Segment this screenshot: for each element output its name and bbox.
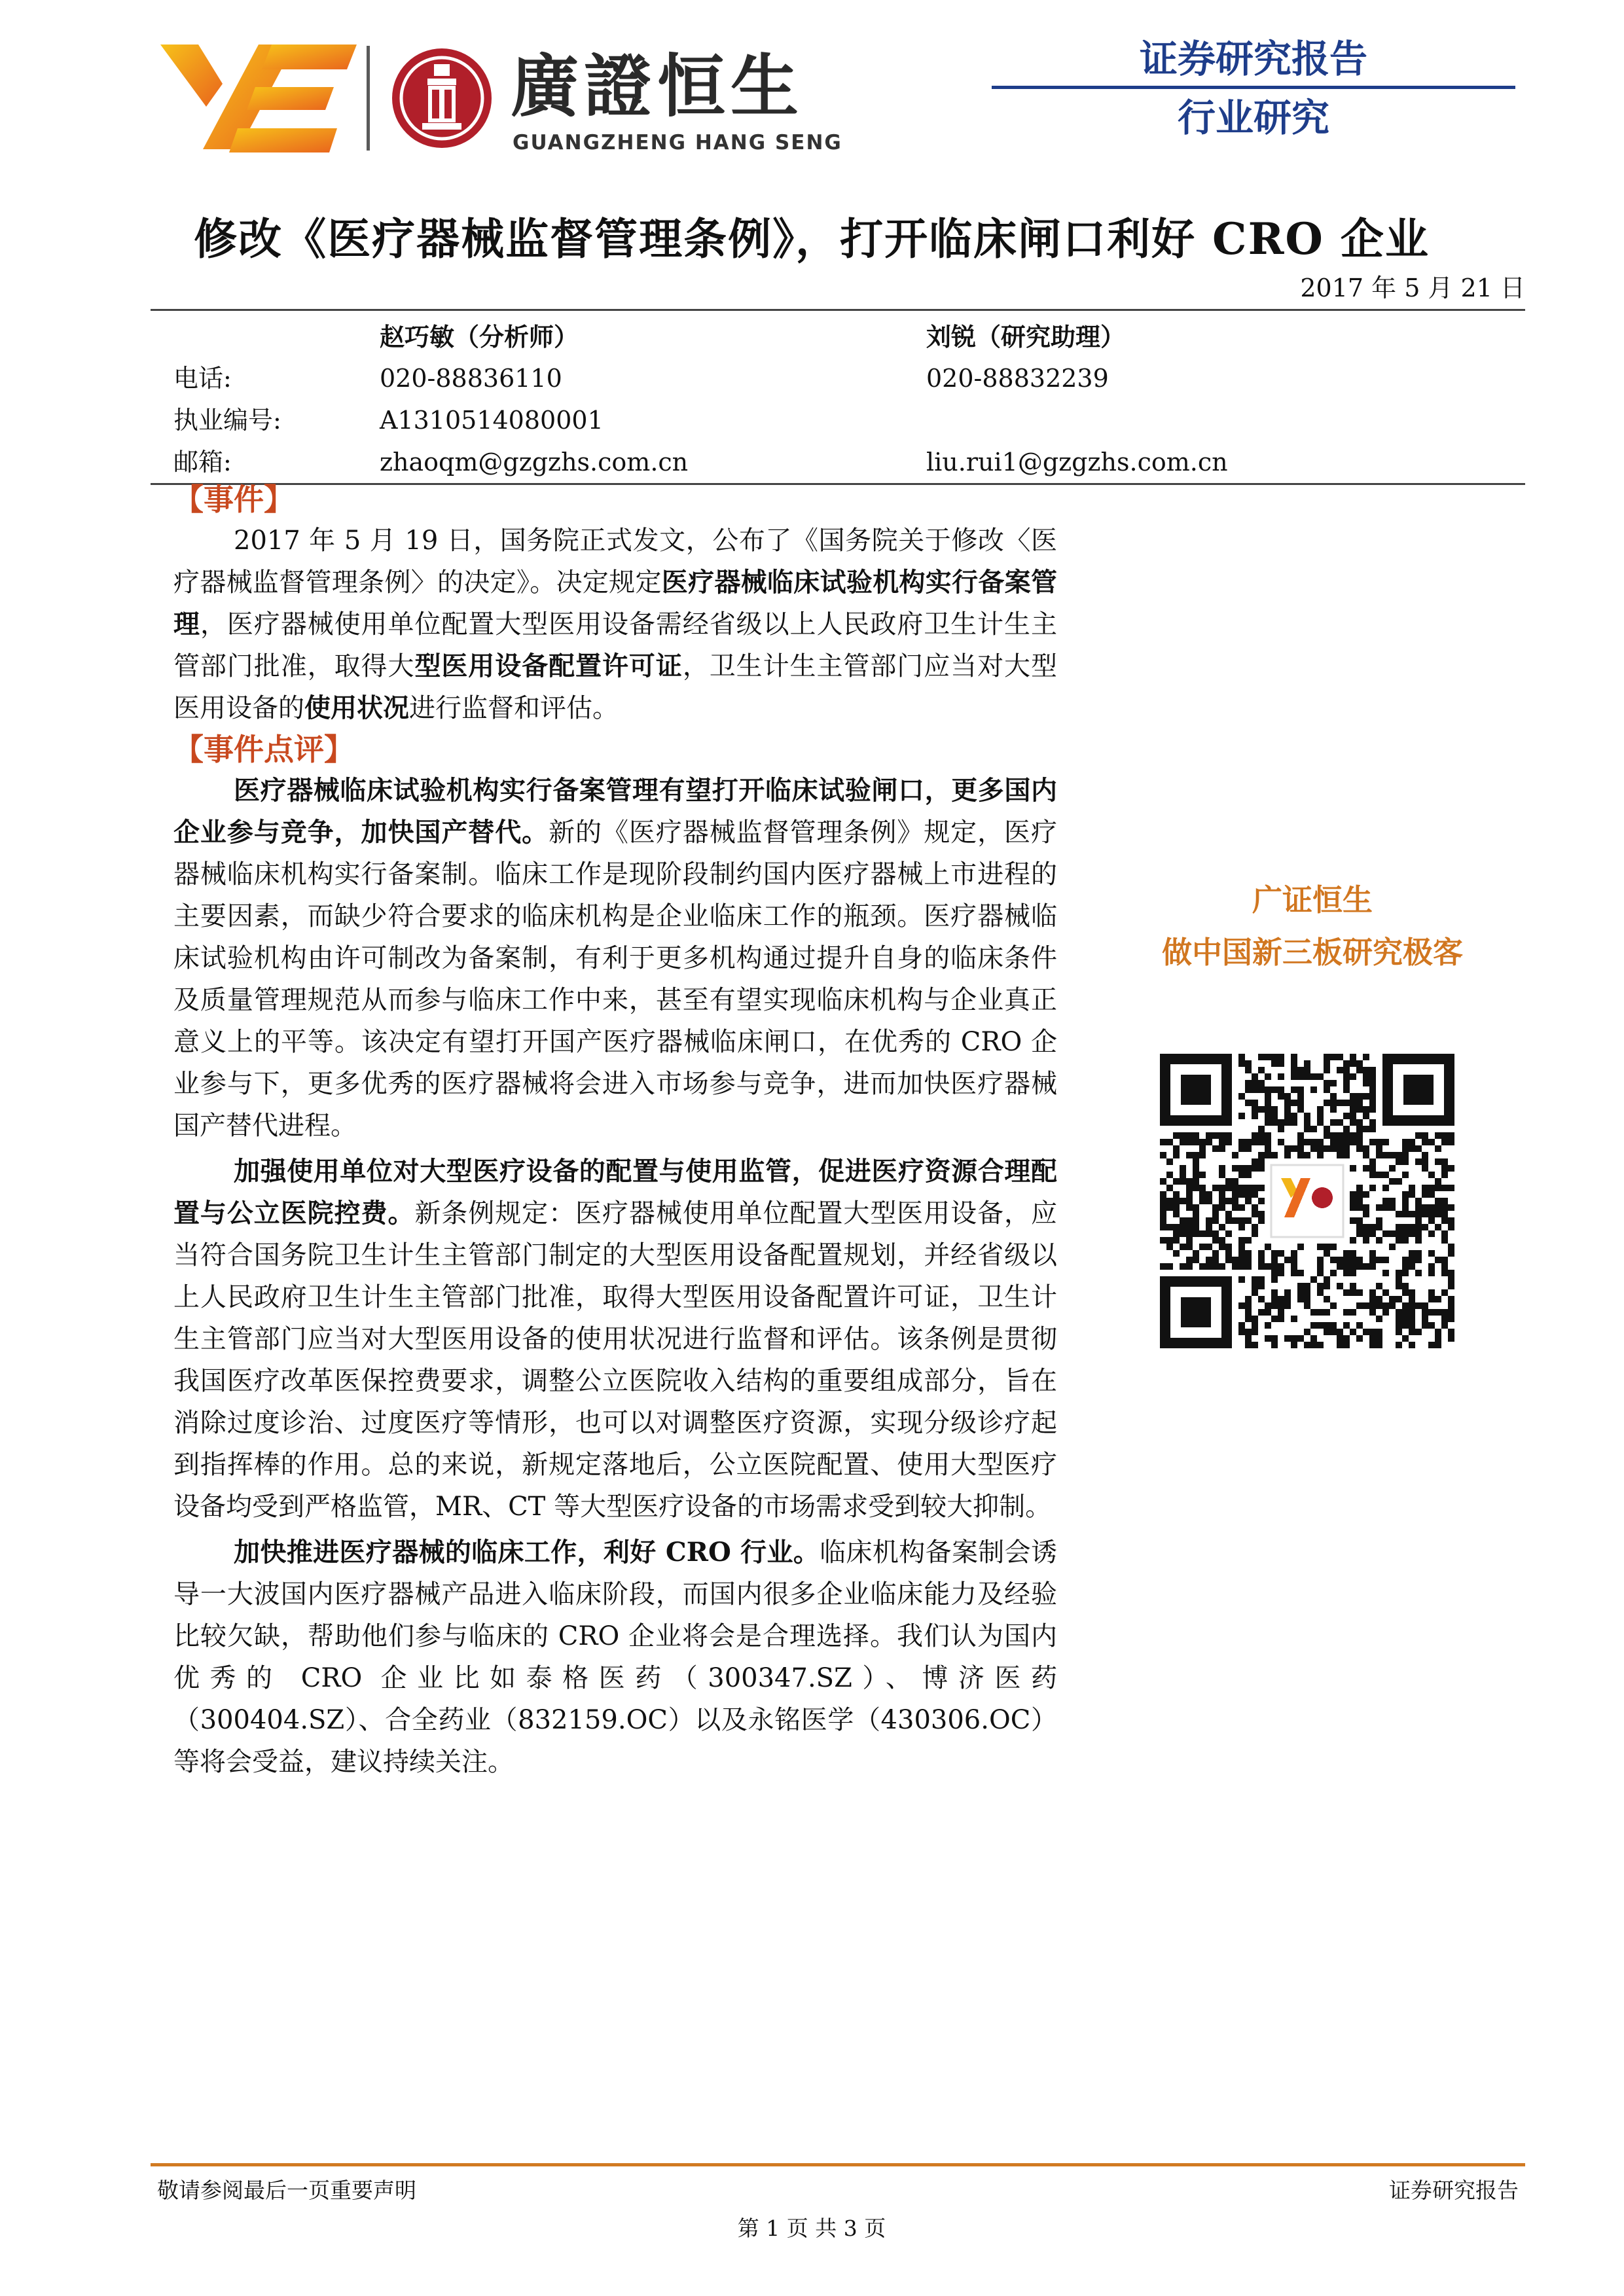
footer-rule <box>151 2163 1525 2166</box>
report-type: 证券研究报告 <box>1139 37 1367 81</box>
comment-paragraph-2: 加强使用单位对大型医疗设备的配置与使用监管，促进医疗资源合理配置与公立医院控费。新条例规定：医疗器械使用单位配置大型医用设备，应当符合国务院卫生计生主管部门制定的大型医用设备配置规划，并经省级以上人民政府卫生计生主管部门批准，取得大型医用设备配置许可证，卫生计生主管部门应当对大型医用设备的使用状况进行监督和评估。该条例是贯彻我国医疗改革医保控费要求，调整公立医院收入结构的重要组成部分，旨在消除过度诊治、过度医疗等情形，也可以对调整医疗资源，实现分级诊疗起到指挥棒的作用。总的来说，新规定落地后，公立医院配置、使用大型医疗设备均受到严格监管，MR、CT 等大型医疗设备的市场需求受到较大抑制。 <box>173 1156 1057 1522</box>
event-heading: 【事件】 <box>173 482 294 517</box>
title-divider <box>151 309 1525 311</box>
side-slogan-brand: 广证恒生 <box>1252 882 1373 918</box>
footer-report-type: 证券研究报告 <box>1389 2178 1519 2203</box>
analyst-2-email[interactable]: liu.rui1@gzgzhs.com.cn <box>926 448 1228 476</box>
side-slogan: 做中国新三板研究极客 <box>1162 935 1463 970</box>
qr-code-icon[interactable] <box>1153 1047 1461 1355</box>
comment-heading: 【事件点评】 <box>173 732 354 767</box>
analyst-1-email[interactable]: zhaoqm@gzgzhs.com.cn <box>380 448 689 476</box>
comment-paragraph-3: 加快推进医疗器械的临床工作，利好 CRO 行业。临床机构备案制会诱导一大波国内医疗器械产品进入临床阶段，而国内很多企业临床能力及经验比较欠缺，帮助他们参与临床的 CRO 企业将会是合理选择。我们认为国内优秀的 CRO 企业比如泰格医药（300347.SZ）、博济医药（300404.SZ）、合全药业（832159.OC）以及永铭医学（430306.OC）等将会受益，建议持续关注。 <box>173 1537 1058 1777</box>
event-paragraph: 2017 年 5 月 19 日，国务院正式发文，公布了《国务院关于修改〈医疗器械监督管理条例〉的决定》。决定规定医疗器械临床试验机构实行备案管理，医疗器械使用单位配置大型医用设备需经省级以上人民政府卫生计生主管部门批准，取得大型医用设备配置许可证，卫生计生主管部门应当对大型医用设备的使用状况进行监督和评估。 <box>173 526 1058 723</box>
footer-disclaimer-link[interactable]: 敬请参阅最后一页重要声明 <box>157 2178 416 2203</box>
main-column <box>173 479 1057 1783</box>
logo-separator <box>367 46 370 151</box>
logo-english-name: GUANGZHENG HANG SENG <box>513 131 842 154</box>
analyst-1-name: 赵巧敏（分析师） <box>380 322 579 351</box>
report-title: 修改《医疗器械监督管理条例》，打开临床闸口利好 CRO 企业 <box>194 213 1430 264</box>
analyst-1-license: A1310514080001 <box>380 406 604 435</box>
license-label: 执业编号: <box>173 406 281 435</box>
email-label: 邮箱: <box>173 448 232 476</box>
ye-logo-icon <box>160 45 357 156</box>
logo-chinese-name: 廣證恒生 <box>511 46 804 126</box>
hang-seng-seal-icon <box>389 46 494 151</box>
analyst-1-phone: 020-88836110 <box>380 364 562 393</box>
analyst-2-name: 刘锐（研究助理） <box>926 322 1126 351</box>
comment-paragraph-1: 医疗器械临床试验机构实行备案管理有望打开临床试验闸口，更多国内企业参与竞争，加快国产替代。新的《医疗器械监督管理条例》规定，医疗器械临床机构实行备案制。临床工作是现阶段制约国内医疗器械上市进程的主要因素，而缺少符合要求的临床机构是企业临床工作的瓶颈。医疗器械临床试验机构由许可制改为备案制，有利于更多机构通过提升自身的临床条件及质量管理规范从而参与临床工作中来，甚至有望实现临床机构与企业真正意义上的平等。该决定有望打开国产医疗器械临床闸口，在优秀的 CRO 企业参与下，更多优秀的医疗器械将会进入市场参与竞争，进而加快医疗器械国产替代进程。 <box>173 775 1057 1141</box>
company-logo <box>160 33 842 164</box>
analyst-2-phone: 020-88832239 <box>926 364 1109 393</box>
phone-label: 电话: <box>173 364 232 393</box>
report-date: 2017 年 5 月 21 日 <box>1300 274 1525 302</box>
report-subtype: 行业研究 <box>1177 96 1329 140</box>
page-number: 第 1 页 共 3 页 <box>737 2215 886 2241</box>
